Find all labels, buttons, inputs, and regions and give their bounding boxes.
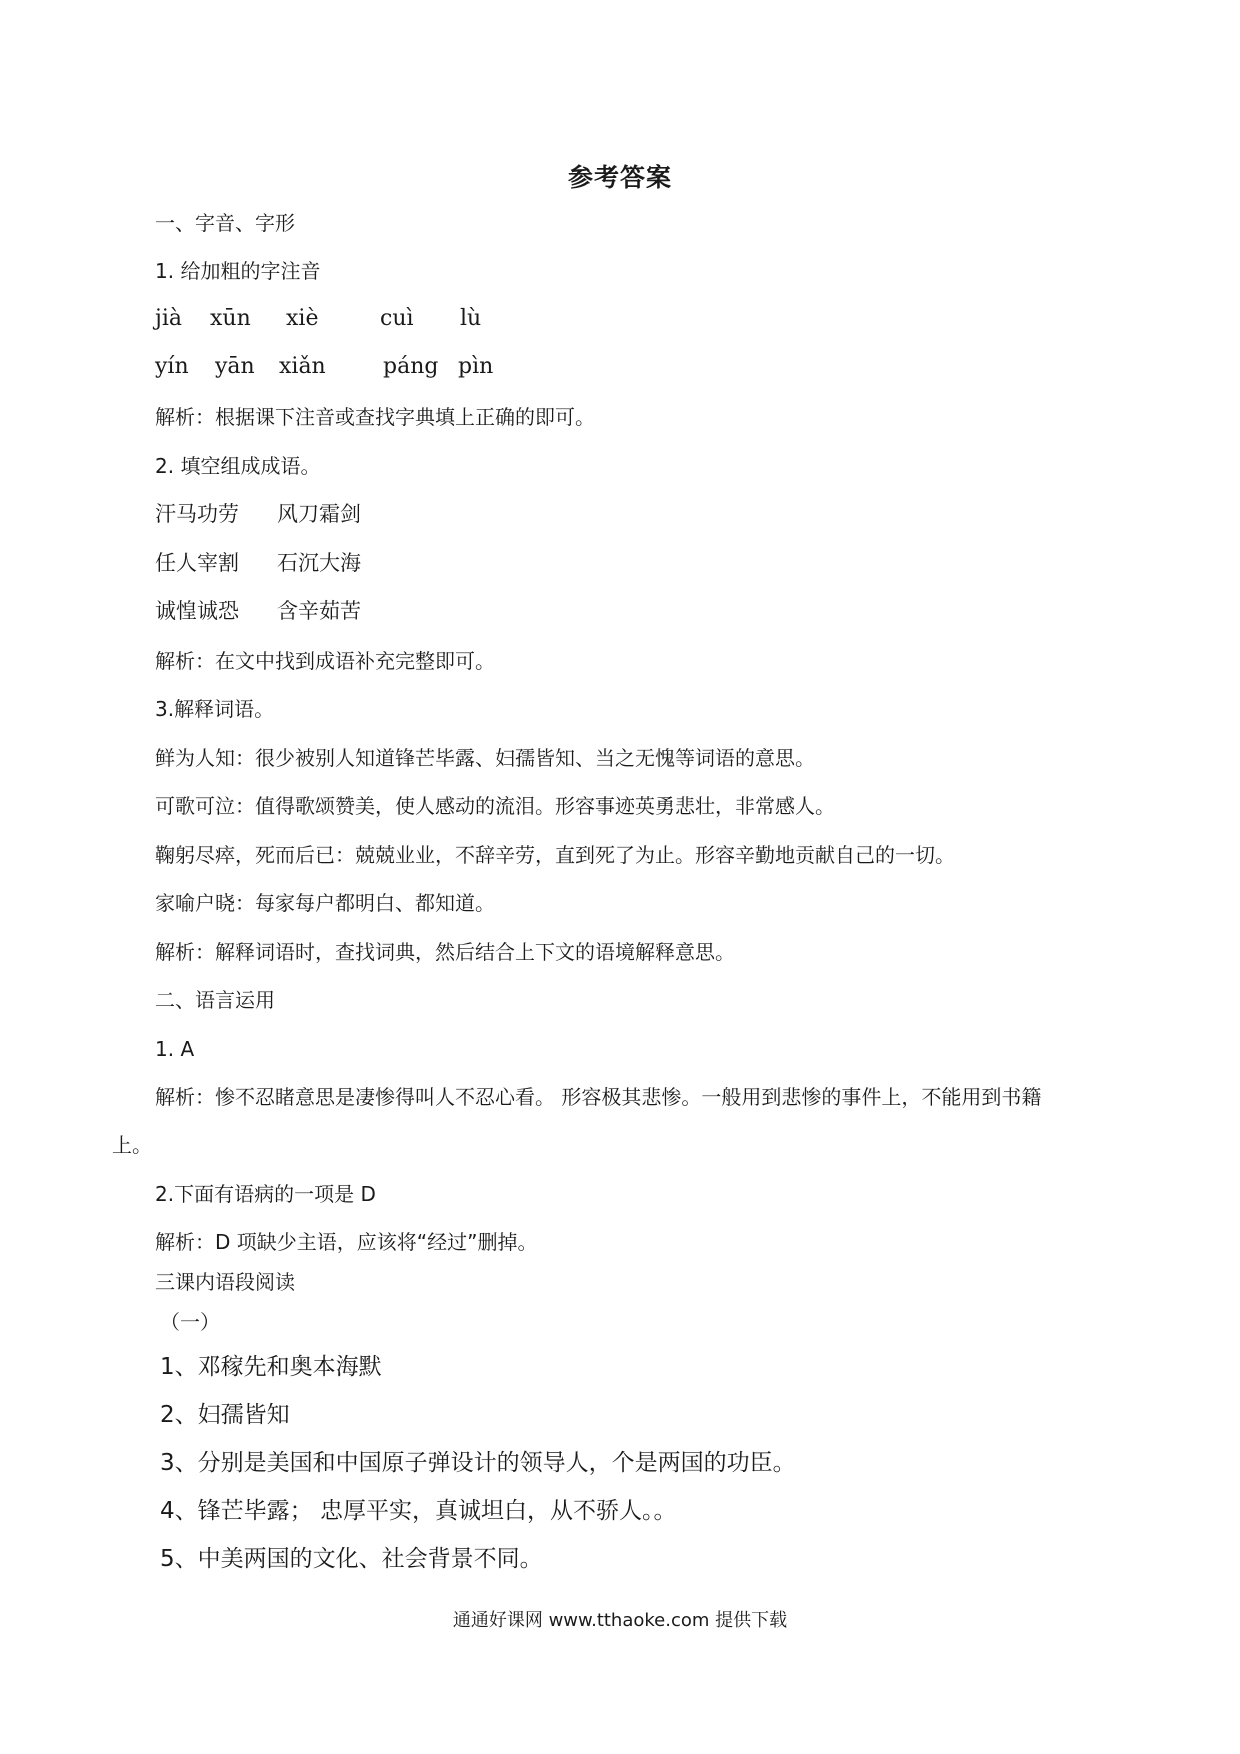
idiom: 石沉大海 [277,551,361,575]
pinyin-item: yān [215,354,255,379]
section-heading-1: 一、字音、字形 [155,211,295,235]
note-a1: 解析：惨不忍睹意思是凄惨得叫人不忍心看。 形容极其悲惨。一般用到悲惨的事件上，不能用到书籍 [155,1085,1042,1109]
note-q3: 解析：解释词语时，查找词典，然后结合上下文的语境解释意思。 [155,940,735,964]
pinyin-item: cuì [380,306,414,331]
reading-answer: 2、妇孺皆知 [160,1402,290,1428]
question-2: 2. 填空组成成语。 [155,454,321,478]
reading-answer: 1、邓稼先和奥本海默 [160,1354,382,1380]
idiom: 含辛茹苦 [277,599,361,623]
section-heading-3: 三课内语段阅读 [155,1270,295,1294]
section-heading-2: 二、语言运用 [155,988,275,1012]
definition: 鲜为人知：很少被别人知道锋芒毕露、妇孺皆知、当之无愧等词语的意思。 [155,746,815,770]
pinyin-item: páng [383,354,439,379]
question-3: 3.解释词语。 [155,697,275,721]
idiom: 风刀霜剑 [277,502,361,526]
definition: 鞠躬尽瘁，死而后已：兢兢业业，不辞辛劳，直到死了为止。形容辛勤地贡献自己的一切。 [155,843,955,867]
definition: 可歌可泣：值得歌颂赞美，使人感动的流泪。形容事迹英勇悲壮，非常感人。 [155,794,835,818]
definition: 家喻户晓：每家每户都明白、都知道。 [155,891,495,915]
answer-1: 1. A [155,1037,195,1061]
question-1: 1. 给加粗的字注音 [155,259,321,283]
note-q1: 解析：根据课下注音或查找字典填上正确的即可。 [155,405,595,429]
pinyin-item: pìn [458,354,494,379]
answer-2: 2.下面有语病的一项是 D [155,1182,376,1206]
note-q2: 解析：在文中找到成语补充完整即可。 [155,649,495,673]
idiom: 任人宰割 [155,551,239,575]
page-footer: 通通好课网 www.tthaoke.com 提供下载 [452,1610,788,1631]
note-a2: 解析：D 项缺少主语，应该将“经过”删掉。 [155,1230,538,1254]
idiom: 诚惶诚恐 [155,599,239,623]
pinyin-item: jià [155,306,182,331]
pinyin-item: xiǎn [279,354,326,379]
subsection-label: （一） [160,1310,220,1334]
reading-answer: 5、中美两国的文化、社会背景不同。 [160,1546,543,1572]
pinyin-item: xiè [286,306,319,331]
page-title: 参考答案 [567,163,672,192]
reading-answer: 4、锋芒毕露； 忠厚平实，真诚坦白，从不骄人。。 [160,1498,677,1524]
reading-answer: 3、分别是美国和中国原子弹设计的领导人，个是两国的功臣。 [160,1450,796,1476]
idiom: 汗马功劳 [155,502,239,526]
pinyin-item: xūn [210,306,251,331]
pinyin-item: lù [460,306,482,331]
pinyin-item: yín [155,354,189,379]
note-a1-continued: 上。 [112,1133,152,1157]
